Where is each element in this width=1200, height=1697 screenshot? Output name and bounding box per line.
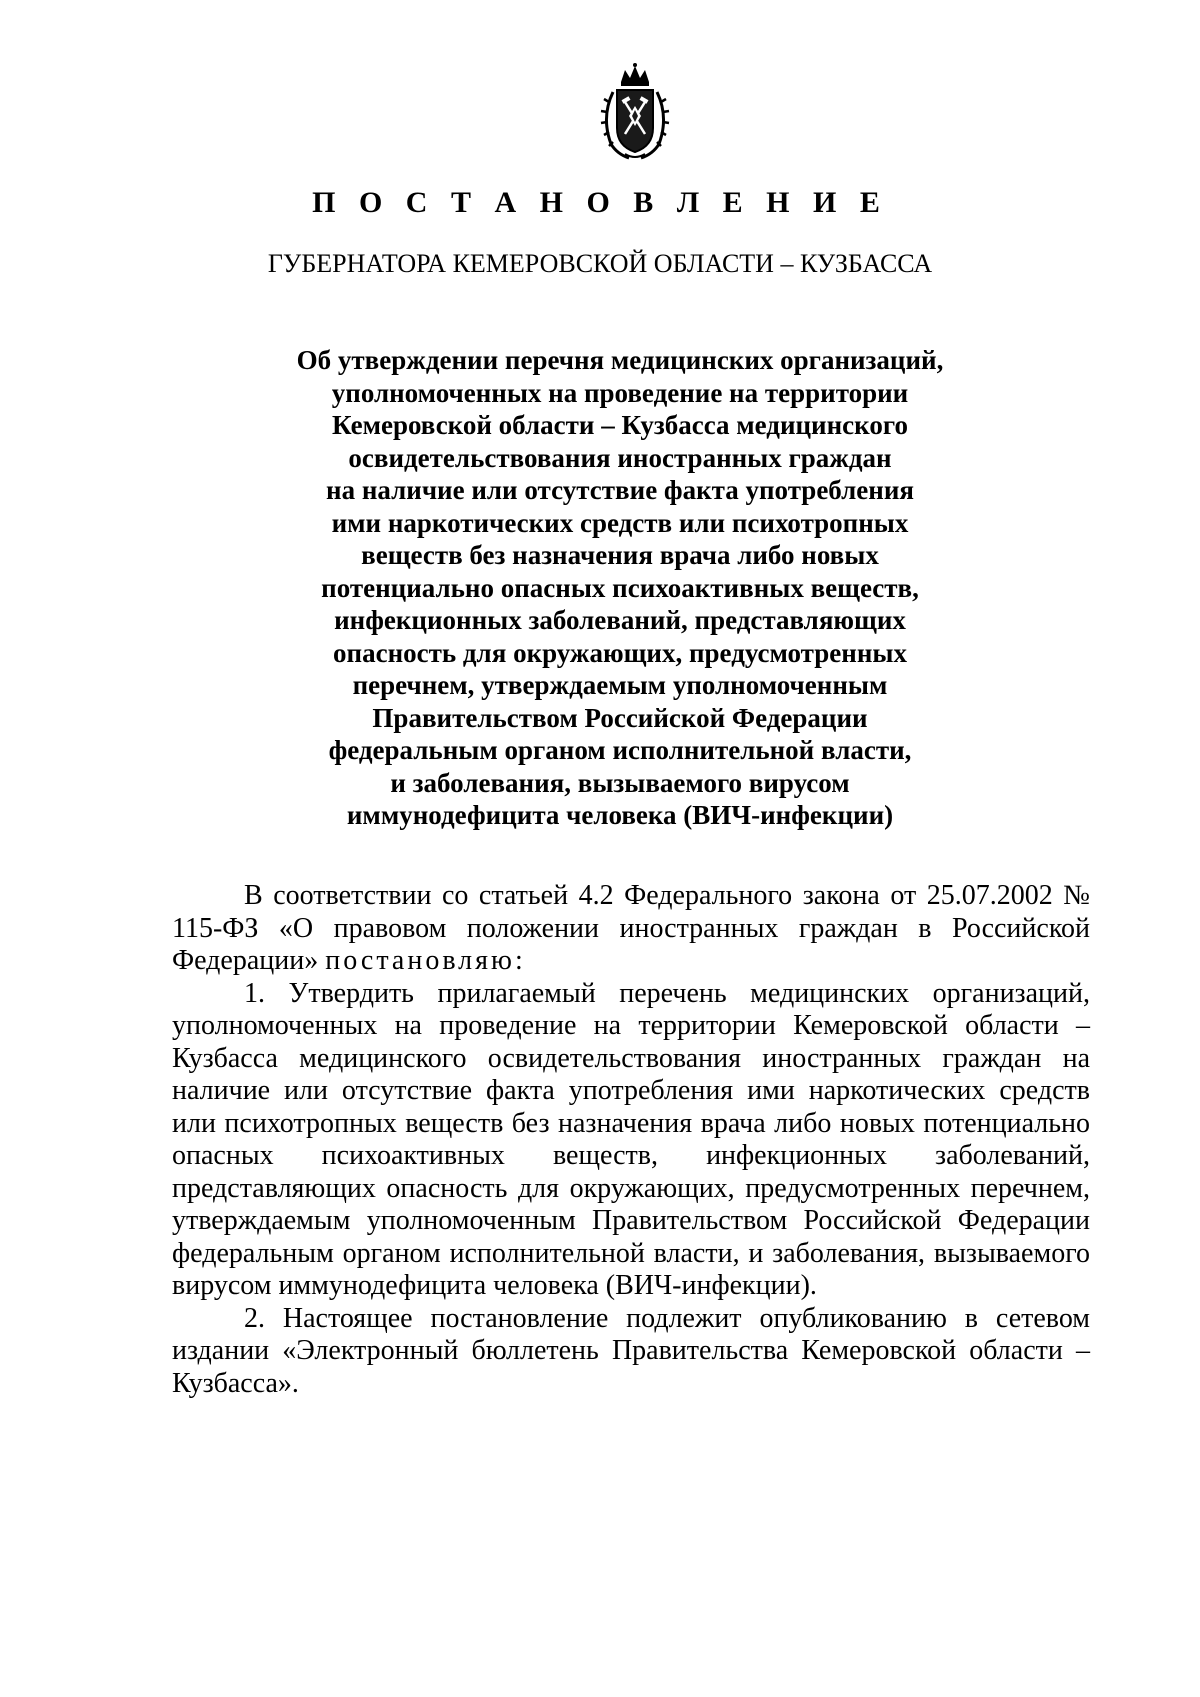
item-paragraph-2: 2. Настоящее постановление подлежит опубликованию в сетевом издании «Электронный бюллетень Правительства Кемеровской области – Кузбасса». xyxy=(172,1302,1090,1399)
title-line: иммунодефицита человека (ВИЧ-инфекции) xyxy=(346,800,894,830)
title-line: перечнем, утверждаемым уполномоченным xyxy=(352,670,888,700)
preamble-text: В соответствии со статьей 4.2 Федерального закона от 25.07.2002 № 115-ФЗ «О правовом положении иностранных граждан в Российской Федерации» xyxy=(172,880,1090,976)
title-line: на наличие или отсутствие факта употребления xyxy=(326,475,914,505)
title-line: федеральным органом исполнительной власти, xyxy=(328,735,912,765)
coat-of-arms-emblem xyxy=(595,62,675,162)
issuer-heading: ГУБЕРНАТОРА КЕМЕРОВСКОЙ ОБЛАСТИ – КУЗБАССА xyxy=(267,249,933,278)
title-line: Правительством Российской Федерации xyxy=(372,702,868,733)
title-line: Об утверждении перечня медицинских организаций, xyxy=(296,345,944,375)
document-title xyxy=(200,344,1040,832)
title-line: освидетельствования иностранных граждан xyxy=(348,442,892,473)
preamble-paragraph xyxy=(172,880,1090,978)
title-line: опасность для окружающих, предусмотренных xyxy=(333,637,907,668)
document-body xyxy=(172,880,1090,1400)
title-line: потенциально опасных психоактивных веществ, xyxy=(321,572,919,603)
title-line: ими наркотических средств или психотропных xyxy=(331,507,909,538)
preamble-action: постановляю: xyxy=(325,945,526,976)
title-line: инфекционных заболеваний, представляющих xyxy=(334,605,906,635)
document-type-heading: П О С Т А Н О В Л Е Н И Е xyxy=(312,186,888,219)
title-line: веществ без назначения врача либо новых xyxy=(361,540,879,570)
title-line: уполномоченных на проведение на территории xyxy=(331,377,909,408)
title-line: и заболевания, вызываемого вирусом xyxy=(390,767,850,798)
title-line: Кемеровской области – Кузбасса медицинского xyxy=(332,410,908,440)
item-paragraph-1: 1. Утвердить прилагаемый перечень медицинских организаций, уполномоченных на проведение на территории Кемеровской области – Кузбасса медицинского освидетельствования иностранных граждан на наличие или отсутствие факта употребления ими наркотических средств или психотропных веществ без назначения врача либо новых потенциально опасных психоактивных веществ, инфекционных заболеваний, представляющих опасность для окружающих, предусмотренных перечнем, утверждаемым уполномоченным Правительством Российской Федерации федеральным органом исполнительной власти, и заболевания, вызываемого вирусом иммунодефицита человека (ВИЧ-инфекции). xyxy=(172,977,1090,1301)
